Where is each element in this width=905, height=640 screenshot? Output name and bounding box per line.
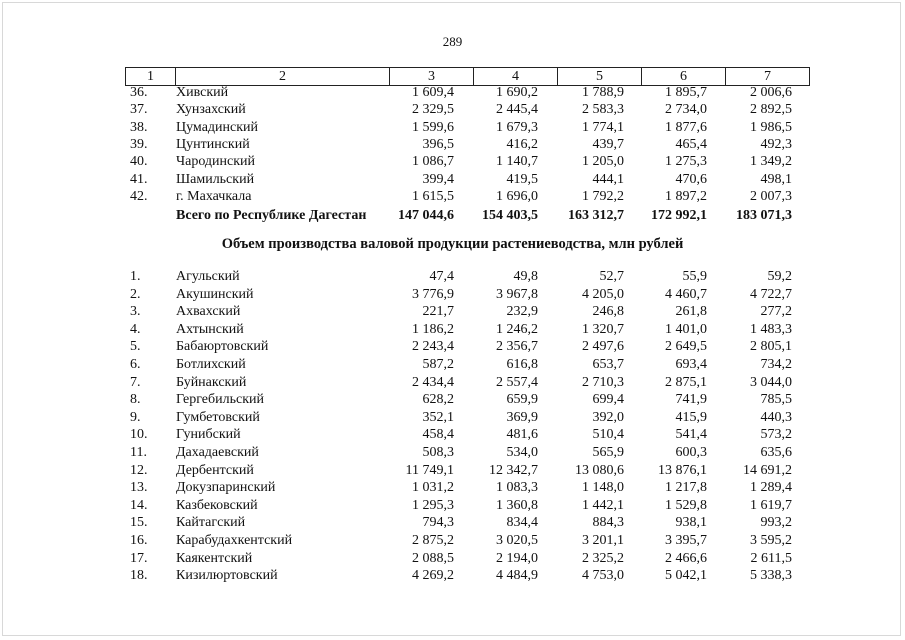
table-cell: 1 788,9	[582, 85, 624, 100]
table-cell: 794,3	[422, 515, 454, 531]
district-name: Акушинский	[176, 286, 254, 302]
district-name: Гергебильский	[176, 392, 264, 408]
table-cell: 52,7	[599, 269, 624, 284]
table-cell: 419,5	[506, 171, 538, 187]
table-cell: 1 349,2	[750, 154, 792, 170]
table-cell: 232,9	[506, 304, 538, 320]
table-cell: 2 434,4	[412, 374, 454, 390]
table-cell: 2 243,4	[412, 339, 454, 355]
table-cell: 1 083,3	[496, 480, 538, 496]
table-cell: 5 042,1	[665, 568, 707, 584]
table-cell: 1 483,3	[750, 321, 792, 337]
table-cell: 1 401,0	[665, 321, 707, 337]
table-cell: 1 320,7	[582, 321, 624, 337]
table-cell: 2 892,5	[750, 102, 792, 118]
row-number: 42.	[130, 188, 148, 204]
table-cell: 1 774,1	[582, 119, 624, 135]
district-name: г. Махачкала	[176, 188, 252, 204]
table-cell: 1 895,7	[665, 85, 707, 100]
table-cell: 1 140,7	[496, 154, 538, 170]
row-number: 13.	[130, 480, 148, 496]
total-row	[0, 207, 905, 225]
district-name: Хунзахский	[176, 102, 246, 118]
district-name: Кизилюртовский	[176, 568, 278, 584]
table-cell: 1 442,1	[582, 497, 624, 513]
table-cell: 653,7	[592, 357, 624, 372]
district-name: Ахвахский	[176, 304, 241, 320]
table-cell: 492,3	[760, 136, 792, 152]
district-name: Чародинский	[176, 154, 256, 170]
table-cell: 163 312,7	[568, 208, 624, 223]
row-number: 1.	[130, 269, 141, 284]
row-number: 38.	[130, 119, 148, 135]
table-row	[0, 338, 905, 356]
table-cell: 2 006,6	[750, 85, 792, 100]
table-cell: 635,6	[760, 445, 792, 460]
row-number: 36.	[130, 85, 148, 100]
table-cell: 1 696,0	[496, 188, 538, 204]
district-name: Ахтынский	[176, 321, 244, 337]
table-row	[0, 356, 905, 374]
table-cell: 415,9	[675, 409, 707, 425]
table-row	[0, 303, 905, 321]
column-header: 1	[126, 68, 176, 86]
table-cell: 699,4	[592, 392, 624, 408]
row-number: 12.	[130, 462, 148, 478]
table-cell: 1 619,7	[750, 497, 792, 513]
table-cell: 14 691,2	[743, 462, 792, 478]
row-number: 41.	[130, 171, 148, 187]
table-cell: 1 295,3	[412, 497, 454, 513]
table-cell: 3 201,1	[582, 533, 624, 548]
table-cell: 4 753,0	[582, 568, 624, 584]
table-cell: 1 031,2	[412, 480, 454, 496]
row-number: 3.	[130, 304, 141, 320]
table-cell: 2 611,5	[750, 550, 792, 566]
table-cell: 2 329,5	[412, 102, 454, 118]
table-cell: 1 529,8	[665, 497, 707, 513]
table-cell: 3 776,9	[412, 286, 454, 302]
table-cell: 55,9	[682, 269, 707, 284]
column-header: 7	[726, 68, 810, 86]
table-cell: 1 877,6	[665, 119, 707, 135]
table-row	[0, 321, 905, 339]
table-row	[0, 153, 905, 171]
row-number: 17.	[130, 550, 148, 566]
district-name: Ботлихский	[176, 357, 246, 372]
table-cell: 1 275,3	[665, 154, 707, 170]
table-row	[0, 391, 905, 409]
table-row	[0, 550, 905, 568]
table-row	[0, 84, 905, 102]
table-cell: 369,9	[506, 409, 538, 425]
column-header: 6	[642, 68, 726, 86]
table-row	[0, 514, 905, 532]
table-cell: 573,2	[760, 427, 792, 443]
table-cell: 2 325,2	[582, 550, 624, 566]
table-cell: 3 020,5	[496, 533, 538, 548]
table-cell: 541,4	[675, 427, 707, 443]
table-cell: 510,4	[592, 427, 624, 443]
table-cell: 1 986,5	[750, 119, 792, 135]
table-cell: 3 044,0	[750, 374, 792, 390]
table-cell: 183 071,3	[736, 208, 792, 223]
table-cell: 2 007,3	[750, 188, 792, 204]
table-cell: 1 205,0	[582, 154, 624, 170]
district-name: Докузпаринский	[176, 480, 276, 496]
page-number: 289	[442, 34, 463, 49]
table-cell: 2 445,4	[496, 102, 538, 118]
table-row	[0, 497, 905, 515]
table-cell: 1 679,3	[496, 119, 538, 135]
table-cell: 2 466,6	[665, 550, 707, 566]
district-name: Бабаюртовский	[176, 339, 269, 355]
table-cell: 1 690,2	[496, 85, 538, 100]
table-cell: 4 460,7	[665, 286, 707, 302]
table-cell: 2 875,1	[665, 374, 707, 390]
column-header: 5	[558, 68, 642, 86]
table-cell: 534,0	[506, 445, 538, 460]
district-name: Гунибский	[176, 427, 241, 443]
table-cell: 508,3	[422, 445, 454, 460]
table-cell: 59,2	[767, 269, 792, 284]
table-cell: 2 710,3	[582, 374, 624, 390]
table-cell: 12 342,7	[489, 462, 538, 478]
row-number: 40.	[130, 154, 148, 170]
column-header: 2	[176, 68, 390, 86]
table-cell: 1 360,8	[496, 497, 538, 513]
table-cell: 834,4	[506, 515, 538, 531]
table-cell: 47,4	[429, 269, 454, 284]
column-header: 3	[390, 68, 474, 86]
table-row	[0, 409, 905, 427]
table-cell: 4 205,0	[582, 286, 624, 302]
row-number: 7.	[130, 374, 141, 390]
table-cell: 2 088,5	[412, 550, 454, 566]
row-number: 10.	[130, 427, 148, 443]
row-number: 5.	[130, 339, 141, 355]
table-cell: 785,5	[760, 392, 792, 408]
table-cell: 13 080,6	[575, 462, 624, 478]
district-name: Каякентский	[176, 550, 253, 566]
table-cell: 741,9	[675, 392, 707, 408]
district-name: Карабудахкентский	[176, 533, 293, 548]
district-name: Казбековский	[176, 497, 258, 513]
table-cell: 172 992,1	[651, 208, 707, 223]
column-header: 4	[474, 68, 558, 86]
table-cell: 628,2	[422, 392, 454, 408]
table-cell: 392,0	[592, 409, 624, 425]
table-cell: 439,7	[592, 136, 624, 152]
table-row	[0, 101, 905, 119]
table-row	[0, 444, 905, 462]
table-cell: 4 269,2	[412, 568, 454, 584]
table-row	[0, 171, 905, 189]
table-cell: 4 722,7	[750, 286, 792, 302]
table-cell: 416,2	[506, 136, 538, 152]
table-cell: 600,3	[675, 445, 707, 460]
table-cell: 884,3	[592, 515, 624, 531]
total-label: Всего по Республике Дагестан	[176, 208, 367, 223]
table-row	[0, 119, 905, 137]
table-row	[0, 188, 905, 206]
table-row	[0, 532, 905, 550]
table-cell: 444,1	[592, 171, 624, 187]
row-number: 37.	[130, 102, 148, 118]
table-cell: 1 246,2	[496, 321, 538, 337]
district-name: Буйнакский	[176, 374, 247, 390]
table-cell: 993,2	[760, 515, 792, 531]
table-cell: 1 897,2	[665, 188, 707, 204]
table-cell: 3 395,7	[665, 533, 707, 548]
table-row	[0, 462, 905, 480]
table-cell: 3 595,2	[750, 533, 792, 548]
table-cell: 2 557,4	[496, 374, 538, 390]
district-name: Хивский	[176, 85, 229, 100]
table-cell: 13 876,1	[658, 462, 707, 478]
table-cell: 261,8	[675, 304, 707, 320]
row-number: 18.	[130, 568, 148, 584]
row-number: 2.	[130, 286, 141, 302]
row-number: 9.	[130, 409, 141, 425]
row-number: 14.	[130, 497, 148, 513]
table-row	[0, 374, 905, 392]
table-cell: 147 044,6	[398, 208, 454, 223]
table-cell: 470,6	[675, 171, 707, 187]
table-row	[0, 426, 905, 444]
district-name: Кайтагский	[176, 515, 246, 531]
table-cell: 458,4	[422, 427, 454, 443]
table-cell: 5 338,3	[750, 568, 792, 584]
table-cell: 498,1	[760, 171, 792, 187]
table-cell: 2 875,2	[412, 533, 454, 548]
table-row	[0, 479, 905, 497]
row-number: 6.	[130, 357, 141, 372]
table-cell: 49,8	[513, 269, 538, 284]
table-cell: 587,2	[422, 357, 454, 372]
table-cell: 2 497,6	[582, 339, 624, 355]
district-name: Шамильский	[176, 171, 255, 187]
district-name: Агульский	[176, 269, 240, 284]
table-cell: 277,2	[760, 304, 792, 320]
row-number: 16.	[130, 533, 148, 548]
table-cell: 4 484,9	[496, 568, 538, 584]
district-name: Дербентский	[176, 462, 254, 478]
table-cell: 1 609,4	[412, 85, 454, 100]
district-name: Цунтинский	[176, 136, 250, 152]
district-name: Цумадинский	[176, 119, 259, 135]
table-row	[0, 136, 905, 154]
table-cell: 938,1	[675, 515, 707, 531]
row-number: 11.	[130, 445, 147, 460]
table-cell: 246,8	[592, 304, 624, 320]
table-row	[0, 286, 905, 304]
table-cell: 481,6	[506, 427, 538, 443]
table-cell: 2 734,0	[665, 102, 707, 118]
table-cell: 2 356,7	[496, 339, 538, 355]
table-cell: 396,5	[422, 136, 454, 152]
table-cell: 2 194,0	[496, 550, 538, 566]
table-cell: 734,2	[760, 357, 792, 372]
table-cell: 1 289,4	[750, 480, 792, 496]
table-cell: 221,7	[422, 304, 454, 320]
table-cell: 565,9	[592, 445, 624, 460]
table-cell: 154 403,5	[482, 208, 538, 223]
table-cell: 1 148,0	[582, 480, 624, 496]
table-cell: 1 599,6	[412, 119, 454, 135]
table-cell: 1 186,2	[412, 321, 454, 337]
table-cell: 3 967,8	[496, 286, 538, 302]
table-cell: 440,3	[760, 409, 792, 425]
table-cell: 693,4	[675, 357, 707, 372]
table-cell: 1 217,8	[665, 480, 707, 496]
table-cell: 465,4	[675, 136, 707, 152]
table-cell: 11 749,1	[405, 462, 454, 478]
table-cell: 352,1	[422, 409, 454, 425]
table-cell: 659,9	[506, 392, 538, 408]
row-number: 8.	[130, 392, 141, 408]
table-cell: 1 086,7	[412, 154, 454, 170]
table-row	[0, 268, 905, 286]
table-row	[0, 567, 905, 585]
table-cell: 399,4	[422, 171, 454, 187]
table-cell: 616,8	[506, 357, 538, 372]
row-number: 39.	[130, 136, 148, 152]
table-cell: 2 805,1	[750, 339, 792, 355]
table-cell: 1 615,5	[412, 188, 454, 204]
table-cell: 1 792,2	[582, 188, 624, 204]
row-number: 4.	[130, 321, 141, 337]
table-cell: 2 583,3	[582, 102, 624, 118]
row-number: 15.	[130, 515, 148, 531]
section-title: Объем производства валовой продукции растениеводства, млн рублей	[221, 236, 684, 252]
table-cell: 2 649,5	[665, 339, 707, 355]
district-name: Дахадаевский	[176, 445, 259, 460]
district-name: Гумбетовский	[176, 409, 260, 425]
